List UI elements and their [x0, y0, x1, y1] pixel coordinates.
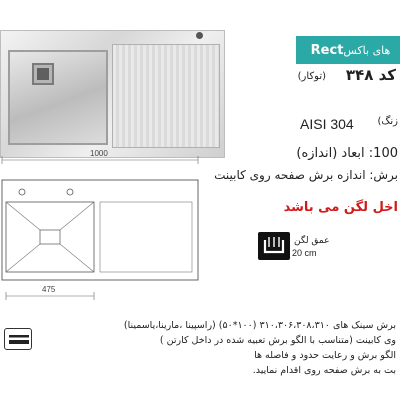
material-value: AISI 304 [300, 116, 354, 132]
material-note: زنگ) [377, 116, 398, 127]
install-type: (توکار) [297, 71, 326, 82]
width-dimension-label: 1000 [90, 150, 108, 158]
cutout-line: برش: اندازه برش صفحه روی کابینت [214, 168, 398, 182]
sink-drainboard [112, 44, 220, 148]
title-series: های باکس [343, 43, 391, 57]
note-line: الگو برش و رعایت حدود و فاصله ها [254, 350, 396, 361]
product-title-box [296, 36, 400, 64]
note-line: بت به برش صفحه روی اقدام نمایید. [252, 365, 396, 376]
depth-label: عمق لگن [294, 236, 330, 246]
technical-drawing [0, 150, 205, 310]
tap-hole-icon [196, 32, 203, 39]
drainer-icon [4, 328, 32, 350]
note-line: برش سینک های ۳۱۰،۳۰۶،۳۰۸،۳۱۰ (۱۰۰*۵۰) (راسپینا ،مارینا،یاسمینا) [123, 320, 396, 331]
warning-line: اخل لگن می باشد [283, 200, 398, 215]
product-code: کد ۳۴۸ [345, 66, 396, 84]
notes-section [36, 318, 396, 378]
depth-value: 20 cm [292, 248, 317, 258]
dimensions-line: 100: ابعاد (اندازه) [296, 146, 398, 161]
drainboard-outline [100, 202, 192, 272]
tap-hole-right [67, 189, 73, 195]
drain-hole [37, 68, 49, 80]
bowl-dimension-label: 475 [42, 285, 56, 294]
note-line: وی کابینت (متناسب با الگو برش تعبیه شده در داخل کارتن ) [159, 335, 396, 346]
basin-depth-icon [258, 232, 290, 260]
title-brand: Rect [310, 42, 344, 58]
sink-bowl [8, 50, 108, 145]
tap-hole-left [19, 189, 25, 195]
drain-outline [40, 230, 60, 244]
